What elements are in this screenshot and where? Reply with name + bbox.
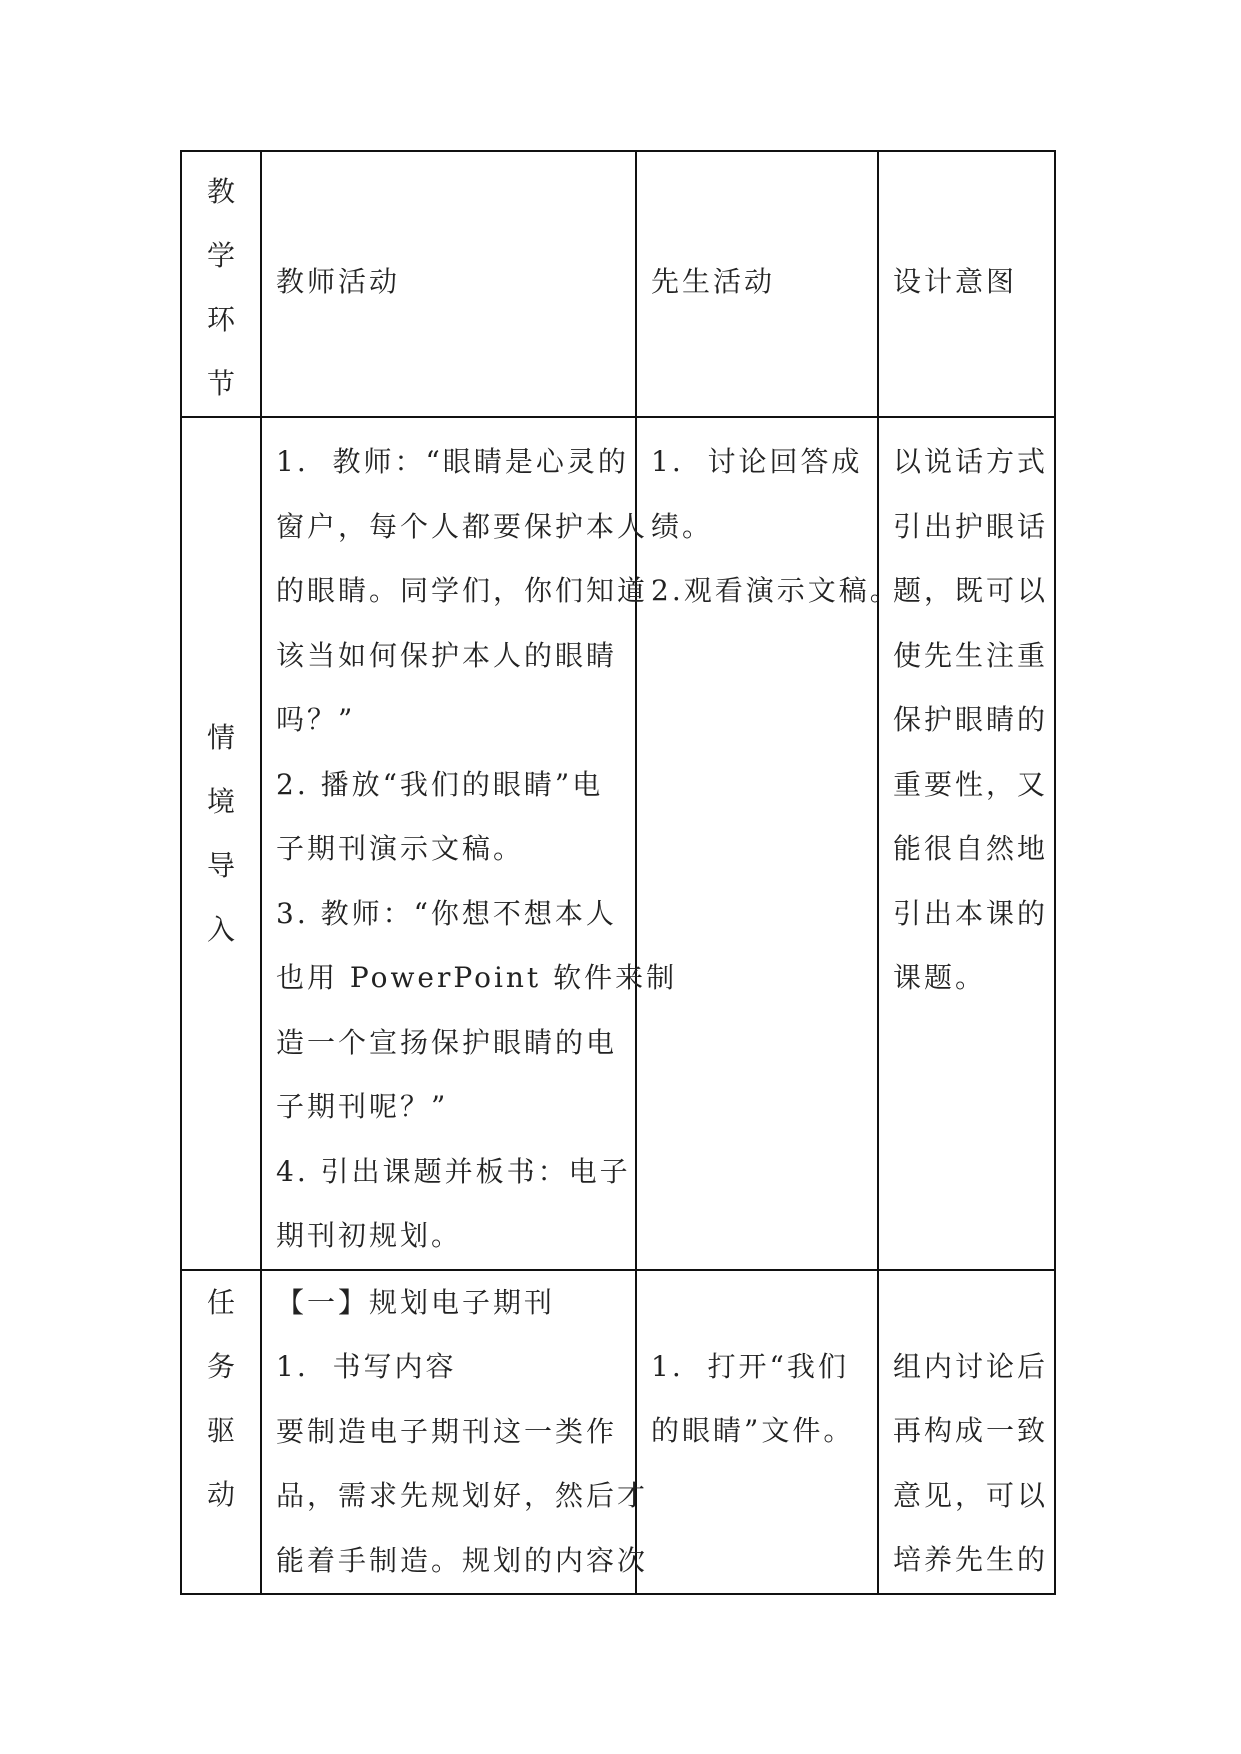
- task-student-text: [637, 1271, 877, 1464]
- stage-char: 教: [206, 175, 235, 208]
- stage-char: 节: [206, 367, 235, 400]
- task-stage-cell: [181, 1270, 261, 1595]
- text-line: 也用 PowerPoint 软件来制: [276, 961, 678, 994]
- text-line: 1. 讨论回答成: [651, 445, 863, 478]
- text-line: 品，需求先规划好，然后才: [276, 1479, 649, 1512]
- text-line: 期刊初规划。: [276, 1219, 463, 1252]
- text-line: 使先生注重: [893, 638, 1049, 672]
- text-line: 【一】规划电子期刊: [276, 1285, 556, 1319]
- stage-char: 驱: [206, 1413, 235, 1447]
- intro-teacher-cell: [261, 417, 678, 1270]
- stage-char: 动: [206, 1477, 235, 1511]
- text-line: 造一个宣扬保护眼睛的电: [276, 1025, 618, 1059]
- text-line: 窗户，每个人都要保护本人: [276, 509, 649, 543]
- text-line: 子期刊呢？”: [276, 1090, 449, 1123]
- text-line: 2.观看演示文稿。: [651, 574, 901, 607]
- text-line: 能很自然地: [893, 832, 1049, 865]
- text-line: 题，既可以: [893, 574, 1049, 607]
- intro-stage-label: [182, 418, 260, 962]
- text-line: 该当如何保护本人的眼睛: [276, 638, 618, 672]
- lesson-plan-table: [180, 150, 1056, 1595]
- stage-char: 学: [206, 239, 235, 272]
- text-line: 再构成一致: [893, 1414, 1049, 1447]
- text-line: 组内讨论后: [893, 1349, 1049, 1383]
- intro-student-text: [637, 418, 901, 624]
- intro-stage-cell: [181, 417, 261, 1270]
- text-line: 重要性，又: [893, 767, 1049, 801]
- stage-char: 务: [206, 1349, 235, 1383]
- text-line: 的眼睛”文件。: [651, 1414, 855, 1447]
- intro-intent-text: [879, 418, 1054, 1011]
- intro-intent-cell: [878, 417, 1055, 1270]
- text-line: 1. 教师：“眼睛是心灵的: [276, 445, 629, 478]
- text-line: 课题。: [893, 961, 987, 994]
- task-student-cell: [636, 1270, 878, 1595]
- text-line: 的眼睛。同学们，你们知道: [276, 574, 649, 607]
- stage-char: 入: [206, 913, 235, 946]
- task-teacher-cell: [261, 1270, 649, 1595]
- text-line: 引出本课的: [893, 896, 1049, 930]
- stage-char: 导: [206, 849, 235, 882]
- text-line: 2. 播放“我们的眼睛”电: [276, 767, 604, 801]
- text-line: 引出护眼话: [893, 509, 1049, 543]
- text-line: 1. 书写内容: [276, 1350, 457, 1383]
- stage-char: 境: [206, 785, 235, 818]
- intro-teacher-text: [262, 418, 678, 1269]
- header-intent-label: 设计意图: [893, 265, 1018, 298]
- text-line: 要制造电子期刊这一类作: [276, 1414, 618, 1448]
- header-teacher-cell: [261, 151, 636, 417]
- header-student-cell: [636, 151, 878, 417]
- table-row-task: [181, 1270, 1055, 1595]
- text-line: 4. 引出课题并板书：电子: [276, 1154, 631, 1188]
- text-line: 意见，可以: [893, 1478, 1049, 1512]
- task-intent-cell: [878, 1270, 1055, 1595]
- header-stage-label: [182, 152, 260, 416]
- text-line: 吗？”: [276, 703, 356, 736]
- text-line: 培养先生的: [893, 1543, 1049, 1576]
- text-line: 绩。: [651, 509, 714, 543]
- task-intent-text: [879, 1271, 1054, 1593]
- task-teacher-text: [262, 1271, 649, 1594]
- table-header-row: [181, 151, 1055, 417]
- stage-char: 情: [206, 721, 235, 754]
- stage-char: 环: [206, 303, 235, 336]
- table-row-intro: [181, 417, 1055, 1270]
- header-teacher-label: 教师活动: [276, 265, 401, 298]
- text-line: 以说话方式: [893, 445, 1049, 478]
- task-stage-label: [182, 1271, 260, 1527]
- text-line: 能着手制造。规划的内容次: [276, 1543, 649, 1577]
- header-student-label: 先生活动: [651, 265, 776, 298]
- intro-student-cell: [636, 417, 901, 1270]
- header-intent-cell: [878, 151, 1055, 417]
- header-stage-cell: [181, 151, 261, 417]
- text-line: 3. 教师：“你想不想本人: [276, 896, 617, 930]
- text-line: 子期刊演示文稿。: [276, 832, 525, 865]
- text-line: 保护眼睛的: [893, 703, 1049, 736]
- text-line: 1. 打开“我们: [651, 1349, 849, 1383]
- stage-char: 任: [206, 1285, 235, 1319]
